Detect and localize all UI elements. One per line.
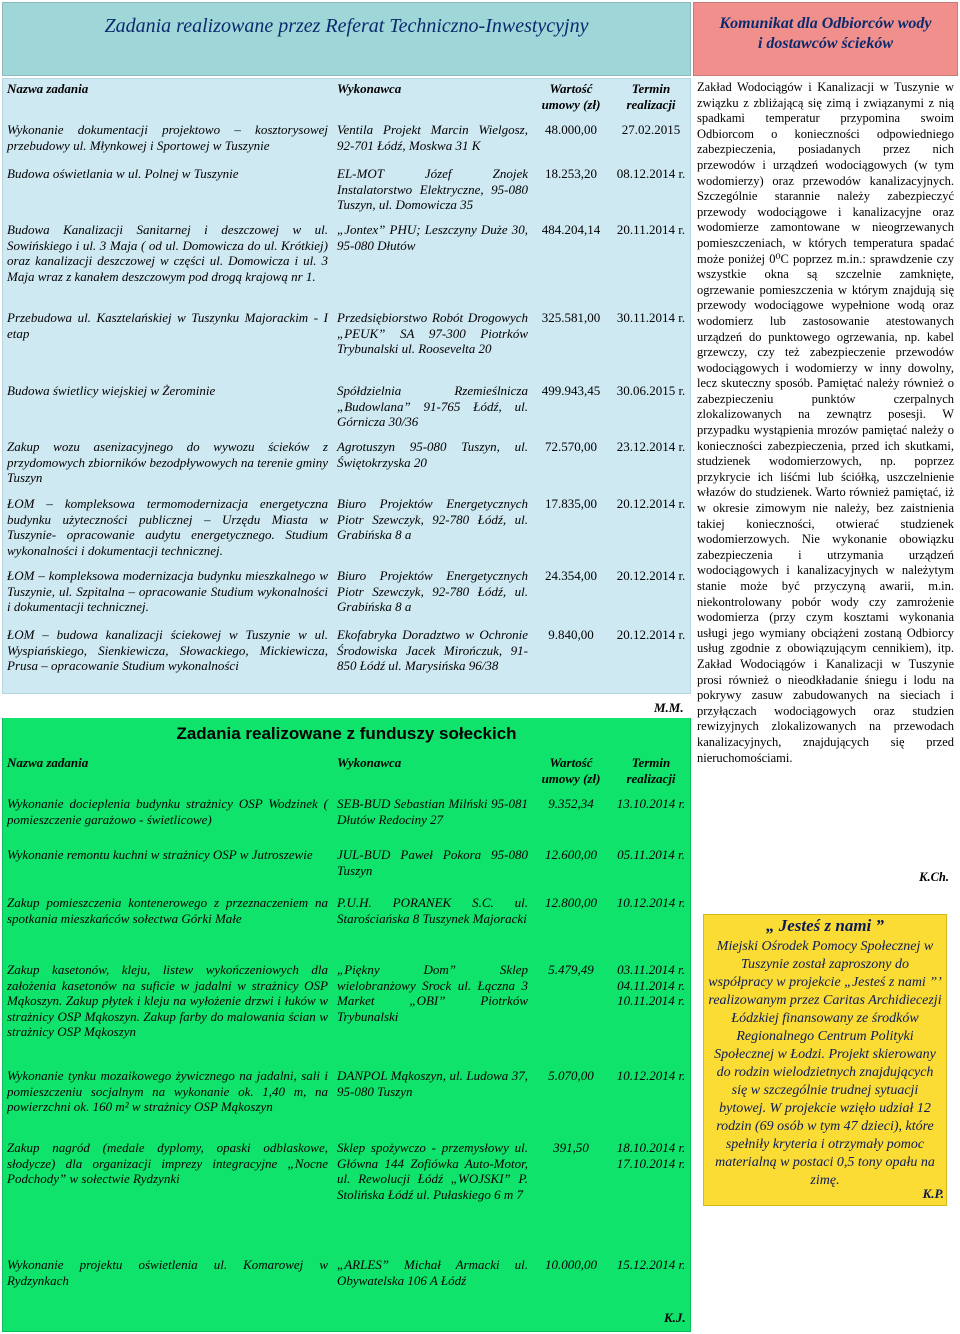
task-contractor: Przedsiębiorstwo Robót Drogowych „PEUK” SA 97-300 Piotrków Trybunalski ul. Roosevelta 20 bbox=[337, 310, 528, 357]
task-value: 12.800,00 bbox=[545, 895, 597, 910]
task-value: 5.479,49 bbox=[548, 962, 594, 977]
task-name: ŁOM – budowa kanalizacji ściekowej w Tuszynie w ul. Wyspiańskiego, Sienkiewicza, Słowackiego, Mickiewicza, Prusa – opracowanie Studium wykonalności bbox=[7, 627, 328, 674]
task-name: Wykonanie remontu kuchni w strażnicy OSP w Jutroszewie bbox=[7, 847, 313, 862]
task-name: Wykonanie tynku mozaikowego żywicznego na jadalni, sali i pomieszczeniu socjalnym na wykonanie ok. 1,40 m, na powierzchni ok. 160 m² w strażnicy OSP Mąkoszyn bbox=[7, 1068, 328, 1115]
task-contractor: Biuro Projektów Energetycznych Piotr Szewczyk, 92-780 Łódź, ul. Grabińska 8 a bbox=[337, 568, 528, 615]
task-deadline: 30.06.2015 r. bbox=[616, 383, 686, 398]
task-value: 72.570,00 bbox=[545, 439, 597, 454]
header-deadline: Termin realizacji bbox=[626, 755, 676, 786]
header-deadline: Termin realizacji bbox=[626, 81, 676, 112]
header-value: Wartość umowy (zł) bbox=[541, 81, 601, 112]
task-value: 9.840,00 bbox=[548, 627, 594, 642]
task-deadline: 03.11.2014 r. 04.11.2014 r. 10.11.2014 r. bbox=[617, 962, 685, 1009]
technical-signature: M.M. bbox=[654, 700, 684, 715]
task-name: ŁOM – kompleksowa termomodernizacja energetyczna budynku użyteczności publicznej – Urzędu Miasta w Tuszynie- opracowanie audytu energetycznego. Studium wykonalności i dokumentacji technicznej. bbox=[7, 496, 328, 558]
task-deadline: 27.02.2015 bbox=[621, 122, 681, 137]
task-value: 484.204,14 bbox=[541, 222, 601, 237]
task-value: 10.000,00 bbox=[545, 1257, 597, 1272]
header-value: Wartość umowy (zł) bbox=[541, 755, 601, 786]
task-deadline: 30.11.2014 r. bbox=[616, 310, 686, 325]
task-contractor: EL-MOT Józef Znojek Instalatorstwo Elektryczne, 95-080 Tuszyn, ul. Domowicza 35 bbox=[337, 166, 528, 213]
task-name: ŁOM – kompleksowa modernizacja budynku mieszkalnego w Tuszynie, ul. Szpitalna – opracowanie Studium wykonalności i dokumentacji technicznej. bbox=[7, 568, 328, 615]
task-contractor: Spółdzielnia Rzemieślnicza „Budowlana” 91-765 Łódź, ul. Górnicza 30/36 bbox=[337, 383, 528, 430]
task-deadline: 05.11.2014 r. bbox=[617, 847, 685, 862]
solecki-title-band bbox=[2, 694, 691, 718]
task-name: Zakup kasetonów, kleju, listew wykończeniowych dla założenia kasetonów na suficie w jadalni w strażnicy OSP Mąkoszyn. Zakup płytek i kleju na wyłożenie drzwi i łuków w strażnicy OSP Mąkoszyn. Zakup farby do malowania ścian w strażnicy OSP Mąkoszyn bbox=[7, 962, 328, 1040]
task-contractor: Ventila Projekt Marcin Wielgosz, 92-701 Łódź, Moskwa 31 K bbox=[337, 122, 528, 153]
notice-text: Zakład Wodociągów i Kanalizacji w Tuszynie w związku z zbliżającą się zimą i związanymi z nią spadkami temperatur przypomina swoim Odbiorcom o konieczności odpowiedniego zabezpieczenia, posiadanych przez nich przewodów i urządzeń wodociągowych (w tym wodomierzy) oraz przewodów kanalizacyjnych. Szczególnie starannie należy zabezpieczyć przewody wodociągowe i kanalizacyjne oraz wodomierze zamontowane w nieogrzewanych pomieszczeniach, w których temperatura spadać może poniżej 0⁰C poprzez m.in.: sprawdzenie czy wszystkie okna są szczelnie zamknięte, ogrzewanie pomieszczenia w którym znajdują się przewody wodociągowe wypełnione wodą oraz wodomierz lub zastosowanie atestowanych urządzeń do punktowego ogrzewania, np. kabel grzewczy, czy też zabezpieczenie przewodów wodociągowych i wodomierzy w inny dowolny, lecz skuteczny sposób. Pamiętać należy również o zabezpieczeniu punktów czerpalnych zlokalizowanych na zewnątrz posesji. W przypadku wystąpienia mrozów pamiętać należy o konieczności zabezpieczenia, przed ich skutkami, studzienek wodomierzowych, np. poprzez przykrycie ich liśćmi lub ściółką, uszczelnienie włazów do studzienek. Warto również pamiętać, iż w okresie zimowym nie należy, bez zaistnienia takiej konieczności, otwierać studzienek wodomierzowych. Nie wykonanie obowiązku zabezpieczenia i utrzymania urządzeń wodociągowych i kanalizacyjnych w należytym stanie może być przyczyną awarii, m.in. niekontrolowany pobór wody czy zamrożenie wodomierza (przy czym kosztami wykonania usługi jego wymiany obciążeni zostaną Odbiorcy usług zgodnie z obowiązującym cennikiem), itp. Zakład Wodociągów i Kanalizacji w Tuszynie prosi również o nieodkładanie śniegu i lodu na pokrywy zasuw zabudowanych na sieciach i przyłączach wodociągowych oraz studzien rewizyjnych zlokalizowanych na przewodach kanalizacyjnych, znajdujących się przed nieruchomościami. bbox=[697, 80, 954, 765]
solecki-signature: K.J. bbox=[664, 1310, 686, 1325]
task-value: 391,50 bbox=[553, 1140, 589, 1155]
task-name: Wykonanie dokumentacji projektowo – kosztorysowej przebudowy ul. Młynkowej i Sportowej w Tuszynie bbox=[7, 122, 328, 153]
header-task: Nazwa zadania bbox=[7, 81, 89, 96]
task-name: Wykonanie projektu oświetlenia ul. Komarowej w Rydzynkach bbox=[7, 1257, 328, 1288]
task-name: Zakup pomieszczenia kontenerowego z przeznaczeniem na spotkania mieszkańców sołectwa Górki Małe bbox=[7, 895, 328, 926]
task-deadline: 10.12.2014 r. bbox=[616, 1068, 686, 1083]
task-deadline: 18.10.2014 r. 17.10.2014 r. bbox=[616, 1140, 686, 1171]
task-value: 325.581,00 bbox=[541, 310, 601, 325]
task-deadline: 08.12.2014 r. bbox=[616, 166, 686, 181]
task-deadline: 20.12.2014 r. bbox=[616, 568, 686, 583]
task-contractor: SEB-BUD Sebastian Milński 95-081 Dłutów Redociny 27 bbox=[337, 796, 528, 827]
task-value: 499.943,45 bbox=[541, 383, 601, 398]
notice-title-line1: Komunikat dla Odbiorców wody bbox=[719, 15, 932, 32]
task-name: Budowa oświetlania w ul. Polnej w Tuszynie bbox=[7, 166, 239, 181]
project-signature: K.P. bbox=[922, 1186, 944, 1201]
task-deadline: 13.10.2014 r. bbox=[616, 796, 686, 811]
task-contractor: Sklep spożywczo - przemysłowy ul. Główna 144 Zofiówka Auto-Motor, ul. Rewolucji Łódź „WOJSKI” P. Stolińska Łódź ul. Pułaskiego 6 m 7 bbox=[337, 1140, 528, 1202]
task-value: 12.600,00 bbox=[545, 847, 597, 862]
task-value: 9.352,34 bbox=[548, 796, 594, 811]
task-deadline: 20.12.2014 r. bbox=[616, 627, 686, 642]
solecki-section-title: Zadania realizowane z funduszy sołeckich bbox=[176, 724, 517, 743]
task-value: 5.070,00 bbox=[548, 1068, 594, 1083]
project-title: „ Jesteś z nami ” bbox=[765, 916, 885, 935]
project-text: Miejski Ośrodek Pomocy Społecznej w Tuszynie został zaproszony do współpracy w projekcie „Jesteś z nami ”’ realizowanym przez Caritas Archidiecezji Łódzkiej finansowany ze środków Regionalnego Centrum Polityki Społecznej w Łodzi. Projekt skierowany do rodzin wielodzietnych znajdujących się w szczególnie trudnej sytuacji bytowej. W projekcie wzięło udział 12 rodzin (69 osób w tym 47 dzieci), które spełniły kryteria i otrzymały pomoc materialną w postaci 0,5 tony opału na zimę. bbox=[708, 939, 942, 1188]
task-contractor: Biuro Projektów Energetycznych Piotr Szewczyk, 92-780 Łódź, ul. Grabińska 8 a bbox=[337, 496, 528, 543]
task-contractor: P.U.H. PORANEK S.C. ul. Starościańska 8 Tuszynek Majoracki bbox=[337, 895, 528, 926]
task-value: 18.253,20 bbox=[545, 166, 597, 181]
task-name: Budowa świetlicy wiejskiej w Żerominie bbox=[7, 383, 216, 398]
notice-signature: K.Ch. bbox=[919, 870, 949, 884]
task-name: Zakup nagród (medale dyplomy, opaski odblaskowe, słodycze) dla organizacji imprezy integracyjne „Nocne Podchody” w sołectwie Rydzynki bbox=[7, 1140, 328, 1187]
header-contractor: Wykonawca bbox=[337, 755, 402, 770]
task-name: Wykonanie docieplenia budynku strażnicy OSP Wodzinek ( pomieszczenie garażowo - świetlicowe) bbox=[7, 796, 328, 827]
task-name: Zakup wozu asenizacyjnego do wywozu ścieków z przydomowych zbiorników bezodpływowych na terenie gminy Tuszyn bbox=[7, 439, 328, 486]
task-contractor: „ARLES” Michał Armacki ul. Obywatelska 106 A Łódź bbox=[337, 1257, 528, 1288]
task-value: 48.000,00 bbox=[545, 122, 597, 137]
header-contractor: Wykonawca bbox=[337, 81, 402, 96]
task-contractor: DANPOL Mąkoszyn, ul. Ludowa 37, 95-080 Tuszyn bbox=[337, 1068, 528, 1099]
task-deadline: 23.12.2014 r. bbox=[616, 439, 686, 454]
task-deadline: 20.11.2014 r. bbox=[616, 222, 686, 237]
task-deadline: 20.12.2014 r. bbox=[616, 496, 686, 511]
task-deadline: 15.12.2014 r. bbox=[616, 1257, 686, 1272]
task-name: Budowa Kanalizacji Sanitarnej i deszczowej w ul. Sowińskiego i ul. 3 Maja ( od ul. Domowicza do ul. Krótkiej) oraz kanalizacji deszczowej w części ul. Domowicza i ul. 3 Maja wraz z kanałem deszczowym pod drogą krajową nr 1. bbox=[7, 222, 328, 284]
header-right bbox=[693, 2, 958, 76]
task-contractor: „Piękny Dom” Sklep wielobranżowy Srock ul. Łączna 3 Market „OBI” Piotrków Trybunalski bbox=[337, 962, 528, 1024]
header-left bbox=[2, 2, 691, 76]
task-deadline: 10.12.2014 r. bbox=[616, 895, 686, 910]
task-contractor: JUL-BUD Paweł Pokora 95-080 Tuszyn bbox=[337, 847, 528, 878]
header-task: Nazwa zadania bbox=[7, 755, 89, 770]
task-value: 17.835,00 bbox=[545, 496, 597, 511]
task-value: 24.354,00 bbox=[545, 568, 597, 583]
task-name: Przebudowa ul. Kasztelańskiej w Tuszynku Majorackim - I etap bbox=[7, 310, 328, 341]
page-title: Zadania realizowane przez Referat Techniczno-Inwestycyjny bbox=[104, 15, 589, 37]
task-contractor: Agrotuszyn 95-080 Tuszyn, ul. Świętokrzyska 20 bbox=[337, 439, 528, 470]
notice-title-line2: i dostawców ścieków bbox=[757, 35, 894, 52]
task-contractor: „Jontex” PHU; Leszczyny Duże 30, 95-080 Dłutów bbox=[337, 222, 528, 253]
task-contractor: Ekofabryka Doradztwo w Ochronie Środowiska Jacek Mirończuk, 91-850 Łódź ul. Marysińska 96/38 bbox=[337, 627, 528, 674]
